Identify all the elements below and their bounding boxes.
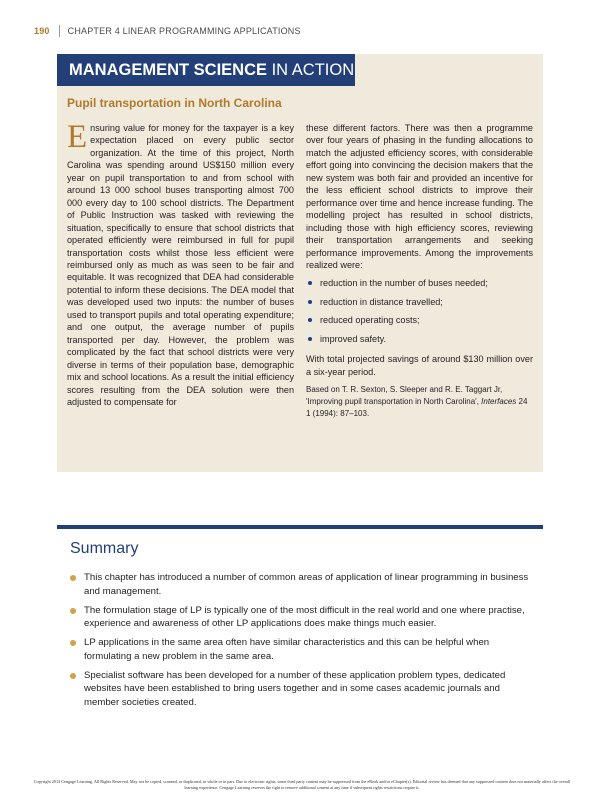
- source-citation: [306, 384, 533, 420]
- source-journal: Interfaces: [481, 397, 517, 407]
- list-item: reduction in distance travelled;: [306, 296, 533, 308]
- list-item: reduction in the number of buses needed;: [306, 277, 533, 289]
- box-banner: [57, 54, 355, 86]
- source-text: Based on T. R. Sexton, S. Sleeper and R. E. Taggart Jr, 'Improving pupil transportation in North Carolina',: [306, 385, 503, 407]
- chapter-title: CHAPTER 4 LINEAR PROGRAMMING APPLICATIONS: [67, 26, 301, 36]
- summary-heading: Summary: [70, 540, 139, 557]
- box-left-column: [67, 119, 294, 408]
- list-item: improved safety.: [306, 333, 533, 345]
- right-column-text: these different factors. There was then a programme over four years of phasing in the funding allocations to match the adjusted efficiency scores, with considerable effort going into convincing the decision makers that the new system was both fair and provided an incentive for the less efficient school districts to improve their performance over time and hence increase funding. The modelling project has resulted in school districts, including those with high efficiency scores, reviewing their transportation arrangements and seeking performance improvements. Among the improvements realized were:: [306, 123, 533, 270]
- box-title: Pupil transportation in North Carolina: [67, 96, 282, 110]
- summary-list: [70, 571, 530, 715]
- box-right-column: [306, 122, 533, 420]
- copyright-footer: Copyright 2014 Cengage Learning. All Rights Reserved. May not be copied, scanned, or duplicated, in whole or in part. Due to electronic rights, some third party content may be suppressed from the eBook and/or eChapter(s). Editorial review has deemed that any suppressed content does not materially affect the overall learning experience. Cengage Learning reserves the right to remove additional content at any time if subsequent rights restrictions require it.: [33, 779, 571, 790]
- closing-text: With total projected savings of around $130 million over a six-year period.: [306, 354, 533, 377]
- source-details: 24 1 (1994): 87–103.: [306, 397, 528, 419]
- improvements-list: [306, 277, 533, 345]
- list-item: The formulation stage of LP is typically one of the most difficult in the real world and one where practise, experience and awareness of other LP applications does make things much easier.: [70, 604, 530, 631]
- left-column-text: nsuring value for money for the taxpayer is a key expectation placed on every public sector organization. At the time of this project, North Carolina was spending around US$150 million every year on pupil transportation to and from school with around 13 000 school buses transporting almost 700 000 every day to 100 school districts. The Department of Public Instruction was tasked with reviewing the situation, specifically to ensure that school districts that operated efficiently were reimbursed in full for pupil transportation costs whilst those less efficient were reimbursed only as much as was seen to be fair and equitable. It was recognized that DEA had considerable potential to inform these decisions. The DEA model that was developed used two inputs: the number of buses used to transport pupils and total operating expenditure; and one output, the average number of pupils transported per day. However, the problem was complicated by the fact that school districts were very diverse in terms of their population base, demographic mix and school locations. As a result the initial efficiency scores resulting from the DEA solution were then adjusted to compensate for: [67, 123, 294, 407]
- list-item: LP applications in the same area often have similar characteristics and this can be helpful when formulating a new problem in the same area.: [70, 636, 530, 663]
- banner-rest: IN ACTION: [267, 61, 355, 79]
- summary-divider: [57, 525, 543, 529]
- list-item: Specialist software has been developed for a number of these application problem types, dedicated websites have been established to bring users together and in some cases academic journals and member societies created.: [70, 669, 530, 710]
- running-header: [34, 24, 301, 38]
- list-item: reduced operating costs;: [306, 314, 533, 326]
- list-item: This chapter has introduced a number of common areas of application of linear programming in business and management.: [70, 571, 530, 598]
- page-number: 190: [34, 26, 50, 36]
- drop-cap: E: [67, 119, 88, 155]
- header-divider: [59, 25, 60, 37]
- banner-bold: MANAGEMENT SCIENCE: [69, 61, 268, 79]
- management-science-box: [57, 54, 543, 472]
